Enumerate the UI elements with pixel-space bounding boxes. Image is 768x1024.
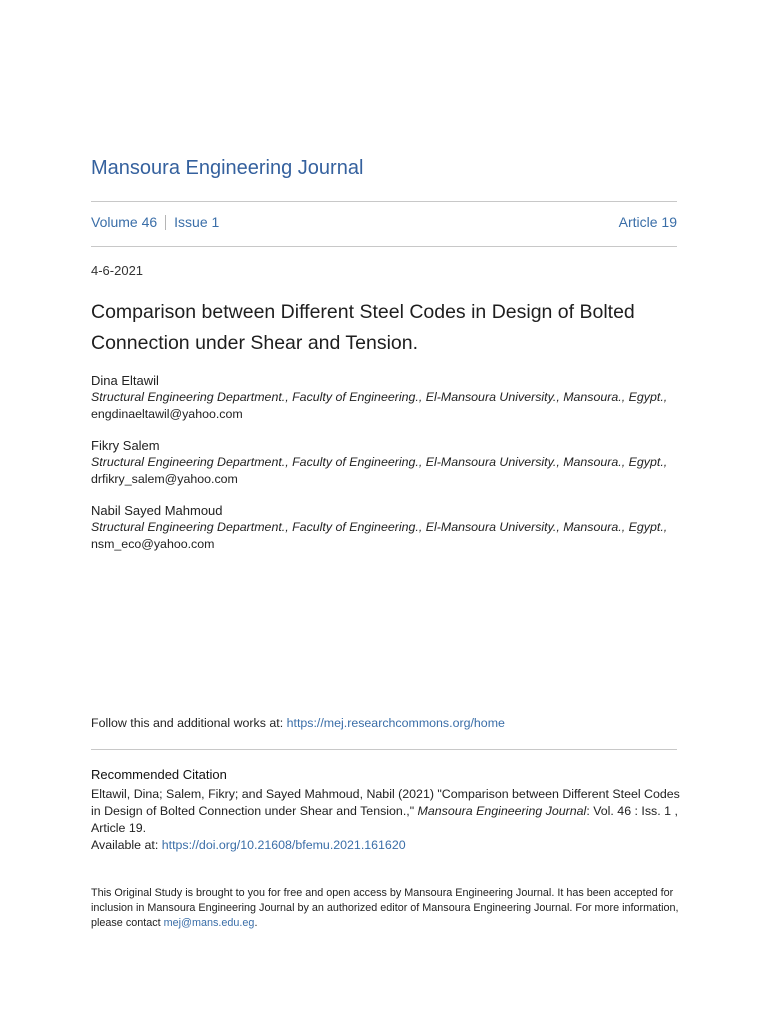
author-affiliation: Structural Engineering Department., Faculty of Engineering., El-Mansoura University., Mansoura., Egypt.,: [91, 455, 668, 469]
author-affiliation: Structural Engineering Department., Faculty of Engineering., El-Mansoura University., Mansoura., Egypt.,: [91, 520, 668, 534]
author-name: Nabil Sayed Mahmoud: [91, 503, 223, 518]
author-block: [91, 502, 691, 553]
issue-separator: [165, 215, 166, 230]
repository-link[interactable]: https://mej.researchcommons.org/home: [286, 716, 505, 730]
issue-bar: [91, 214, 677, 230]
citation-journal: Mansoura Engineering Journal: [417, 804, 587, 818]
author-name: Fikry Salem: [91, 438, 160, 453]
divider-citation: [91, 749, 677, 750]
citation-part-1: Eltawil, Dina; Salem, Fikry; and Sayed Mahmoud, Nabil (2021) "Comparison between Different Steel Codes in Design of Bolted Connection under Shear and Tension.,": [91, 787, 680, 818]
journal-title-link[interactable]: Mansoura Engineering Journal: [91, 157, 364, 179]
divider-top: [91, 201, 677, 202]
volume-link[interactable]: Volume 46: [91, 214, 158, 230]
citation-text: [91, 786, 681, 854]
access-notice: [91, 886, 681, 931]
author-email: engdinaeltawil@yahoo.com: [91, 407, 243, 421]
available-label: Available at:: [91, 838, 162, 852]
contact-email-link[interactable]: mej@mans.edu.eg: [163, 917, 255, 929]
issue-link[interactable]: Issue 1: [174, 214, 220, 230]
notice-end: .: [254, 917, 258, 929]
citation-heading: Recommended Citation: [91, 767, 227, 782]
author-block: [91, 372, 691, 423]
publication-date: 4-6-2021: [91, 263, 144, 278]
author-name: Dina Eltawil: [91, 373, 159, 388]
paper-title: Comparison between Different Steel Codes in Design of Bolted Connection under Shear and Tension.: [91, 301, 635, 354]
author-email: drfikry_salem@yahoo.com: [91, 472, 238, 486]
follow-text: Follow this and additional works at:: [91, 716, 287, 730]
divider-issue: [91, 246, 677, 247]
author-affiliation: Structural Engineering Department., Faculty of Engineering., El-Mansoura University., Mansoura., Egypt.,: [91, 390, 668, 404]
citation-part-2: : Vol. 46 : Iss. 1 , Article 19.: [91, 804, 678, 835]
author-block: [91, 437, 691, 488]
follow-line: [91, 716, 505, 730]
article-link[interactable]: Article 19: [618, 214, 677, 230]
author-email: nsm_eco@yahoo.com: [91, 537, 215, 551]
doi-link[interactable]: https://doi.org/10.21608/bfemu.2021.161620: [161, 838, 406, 852]
notice-text: This Original Study is brought to you for free and open access by Mansoura Engineering Journal. It has been accepted for inclusion in Mansoura Engineering Journal by an authorized editor of Mansoura Engineering Journal. For more information, please contact: [91, 887, 679, 929]
